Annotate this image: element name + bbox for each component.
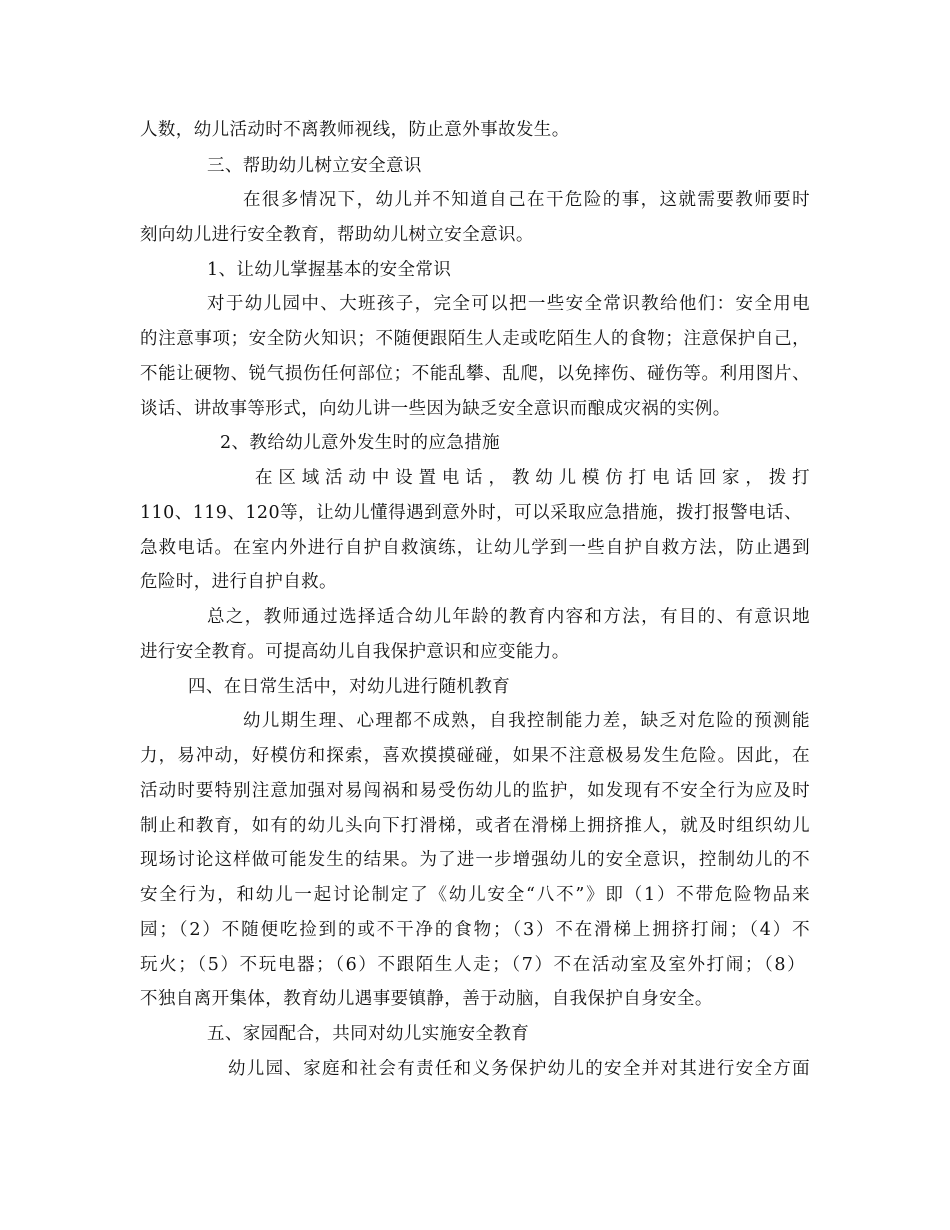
- body-text-line: 制止和教育，如有的幼儿头向下打滑梯，或者在滑梯上拥挤推人，就及时组织幼儿: [140, 816, 810, 836]
- body-text-line: 对于幼儿园中、大班孩子，完全可以把一些安全常识教给他们：安全用电: [207, 294, 810, 314]
- body-text-line: 进行安全教育。可提高幼儿自我保护意识和应变能力。: [140, 642, 570, 662]
- body-text-line: 不能让硬物、锐气损伤任何部位；不能乱攀、乱爬，以免摔伤、碰伤等。利用图片、: [140, 364, 810, 384]
- body-text-line: 谈话、讲故事等形式，向幼儿讲一些因为缺乏安全意识而酿成灾祸的实例。: [140, 399, 731, 419]
- section-heading: 三、帮助幼儿树立安全意识: [207, 156, 422, 176]
- subsection-heading: 2、教给幼儿意外发生时的应急措施: [220, 433, 501, 453]
- body-text-line: 力，易冲动，好模仿和探索，喜欢摸摸碰碰，如果不注意极易发生危险。因此，在: [140, 746, 810, 766]
- body-text-line: 现场讨论这样做可能发生的结果。为了进一步增强幼儿的安全意识，控制幼儿的不: [140, 850, 810, 870]
- section-heading: 四、在日常生活中，对幼儿进行随机教育: [188, 677, 511, 697]
- body-text-line: 活动时要特别注意加强对易闯祸和易受伤幼儿的监护，如发现有不安全行为应及时: [140, 781, 810, 801]
- body-text-line: 110、119、120等，让幼儿懂得遇到意外时，可以采取应急措施，拨打报警电话、: [140, 503, 802, 523]
- body-text-line: 幼儿期生理、心理都不成熟，自我控制能力差，缺乏对危险的预测能: [243, 711, 810, 731]
- body-text-line: 不独自离开集体，教育幼儿遇事要镇静，善于动脑，自我保护自身安全。: [140, 989, 713, 1009]
- body-text-line: 人数，幼儿活动时不离教师视线，防止意外事故发生。: [140, 120, 570, 140]
- body-text-line: 急救电话。在室内外进行自护自救演练，让幼儿学到一些自护自救方法，防止遇到: [140, 538, 810, 558]
- subsection-heading: 1、让幼儿掌握基本的安全常识: [207, 260, 452, 280]
- body-text-line: 园；（2）不随便吃捡到的或不干净的食物；（3）不在滑梯上拥挤打闹；（4）不: [140, 920, 810, 940]
- body-text-line: 在很多情况下，幼儿并不知道自己在干危险的事，这就需要教师要时: [243, 190, 810, 210]
- body-text-line: 安全行为，和幼儿一起讨论制定了《幼儿安全“八不”》即（1）不带危险物品来: [140, 885, 810, 905]
- body-text-line: 玩火；（5）不玩电器；（6）不跟陌生人走；（7）不在活动室及室外打闹；（8）: [140, 955, 805, 975]
- body-text-line: 刻向幼儿进行安全教育，帮助幼儿树立安全意识。: [140, 225, 534, 245]
- body-text-line: 在区域活动中设置电话，教幼儿模仿打电话回家，拨打: [255, 468, 810, 488]
- body-text-line: 的注意事项；安全防火知识；不随便跟陌生人走或吃陌生人的食物；注意保护自己，: [140, 329, 810, 349]
- body-text-line: 幼儿园、家庭和社会有责任和义务保护幼儿的安全并对其进行安全方面: [228, 1059, 810, 1079]
- body-text-line: 危险时，进行自护自救。: [140, 572, 337, 592]
- body-text-line: 总之，教师通过选择适合幼儿年龄的教育内容和方法，有目的、有意识地: [207, 607, 810, 627]
- section-heading: 五、家园配合，共同对幼儿实施安全教育: [207, 1024, 530, 1044]
